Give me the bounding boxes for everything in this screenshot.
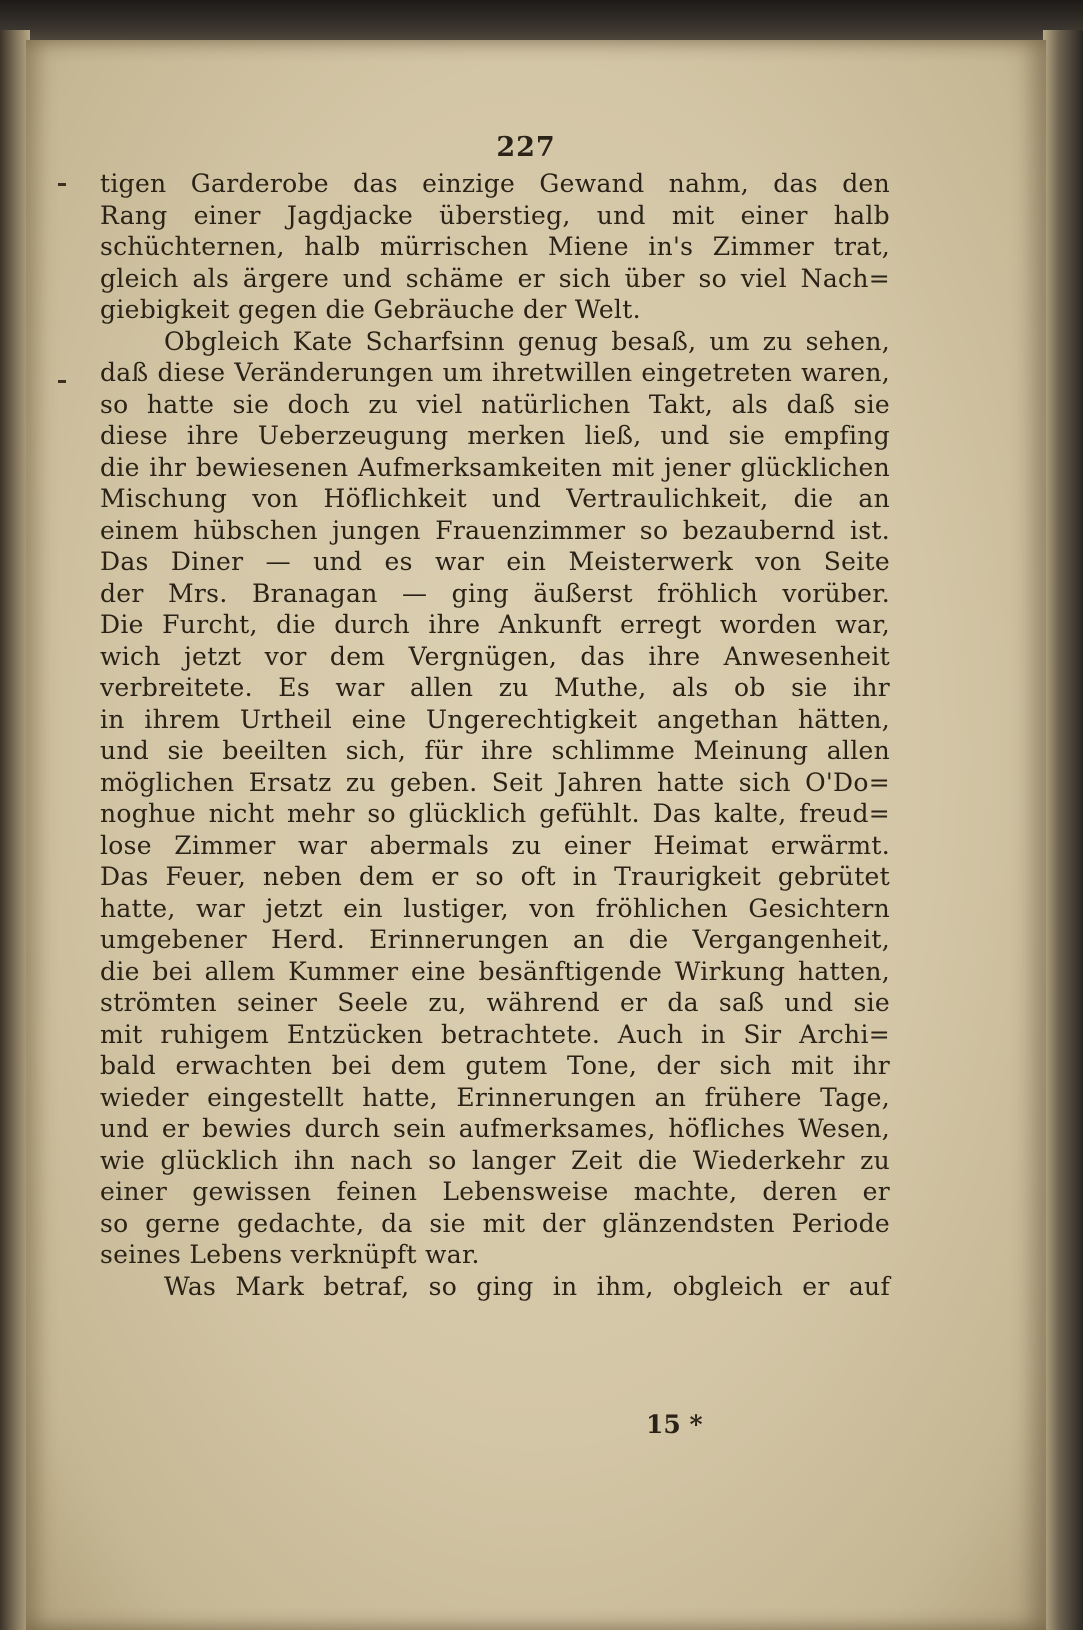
- text-line: seines Lebens verknüpft war.: [100, 1240, 480, 1269]
- text-line: so gerne gedachte, da sie mit der glänzendsten Periode: [100, 1208, 890, 1238]
- page-edges: [1043, 30, 1083, 1630]
- text-line: Mischung von Höflichkeit und Vertraulichkeit, die an: [100, 484, 890, 513]
- text-line: lose Zimmer war abermals zu einer Heimat erwärmt.: [100, 830, 890, 860]
- text-line: schüchternen, halb mürrischen Miene in's Zimmer trat,: [100, 232, 890, 261]
- text-line: die ihr bewiesenen Aufmerksamkeiten mit jener glücklichen: [100, 452, 890, 482]
- margin-mark: [58, 380, 66, 383]
- text-line: hatte, war jetzt ein lustiger, von fröhlichen Gesichtern: [100, 893, 890, 923]
- text-line: strömten seiner Seele zu, während er da saß und sie: [100, 988, 890, 1017]
- text-line: und er bewies durch sein aufmerksames, höfliches Wesen,: [100, 1114, 890, 1143]
- text-line: Rang einer Jagdjacke überstieg, und mit einer halb: [100, 200, 890, 230]
- text-line: Was Mark betraf, so ging in ihm, obgleich er auf: [164, 1271, 890, 1301]
- text-line: wie glücklich ihn nach so langer Zeit die Wiederkehr zu: [100, 1145, 890, 1175]
- text-line: Das Feuer, neben dem er so oft in Traurigkeit gebrütet: [100, 862, 890, 891]
- text-line: umgebener Herd. Erinnerungen an die Vergangenheit,: [100, 925, 890, 954]
- text-line: mit ruhigem Entzücken betrachtete. Auch in Sir Archi=: [100, 1019, 890, 1049]
- text-line: daß diese Veränderungen um ihretwillen eingetreten waren,: [100, 358, 890, 387]
- text-line: wieder eingestellt hatte, Erinnerungen an frühere Tage,: [100, 1082, 890, 1112]
- text-line: wich jetzt vor dem Vergnügen, das ihre Anwesenheit: [100, 641, 890, 671]
- text-line: der Mrs. Branagan — ging äußerst fröhlich vorüber.: [100, 578, 890, 608]
- page-paper: [26, 40, 1046, 1630]
- body-text: [100, 168, 890, 1302]
- page-number: 227: [496, 132, 556, 163]
- text-line: einer gewissen feinen Lebensweise machte, deren er: [100, 1177, 890, 1206]
- text-line: Das Diner — und es war ein Meisterwerk von Seite: [100, 547, 890, 576]
- text-line: tigen Garderobe das einzige Gewand nahm, das den: [100, 169, 890, 198]
- text-line: in ihrem Urtheil eine Ungerechtigkeit angethan hätten,: [100, 704, 890, 734]
- text-line: einem hübschen jungen Frauenzimmer so bezaubernd ist.: [100, 515, 890, 545]
- text-line: noghue nicht mehr so glücklich gefühlt. Das kalte, freud=: [100, 799, 890, 828]
- text-line: bald erwachten bei dem gutem Tone, der sich mit ihr: [100, 1051, 890, 1080]
- margin-mark: [58, 183, 66, 186]
- text-line: verbreitete. Es war allen zu Muthe, als ob sie ihr: [100, 673, 890, 702]
- text-line: Obgleich Kate Scharfsinn genug besaß, um zu sehen,: [164, 326, 890, 356]
- text-line: die bei allem Kummer eine besänftigende Wirkung hatten,: [100, 956, 890, 986]
- text-line: und sie beeilten sich, für ihre schlimme Meinung allen: [100, 736, 890, 765]
- text-line: Die Furcht, die durch ihre Ankunft erregt worden war,: [100, 610, 890, 639]
- text-line: diese ihre Ueberzeugung merken ließ, und sie empfing: [100, 421, 890, 450]
- signature-mark: 15 *: [646, 1410, 703, 1439]
- text-line: so hatte sie doch zu viel natürlichen Takt, als daß sie: [100, 389, 890, 419]
- text-line: möglichen Ersatz zu geben. Seit Jahren hatte sich O'Do=: [100, 767, 890, 797]
- text-line: gleich als ärgere und schäme er sich über so viel Nach=: [100, 263, 890, 293]
- text-line: giebigkeit gegen die Gebräuche der Welt.: [100, 295, 641, 324]
